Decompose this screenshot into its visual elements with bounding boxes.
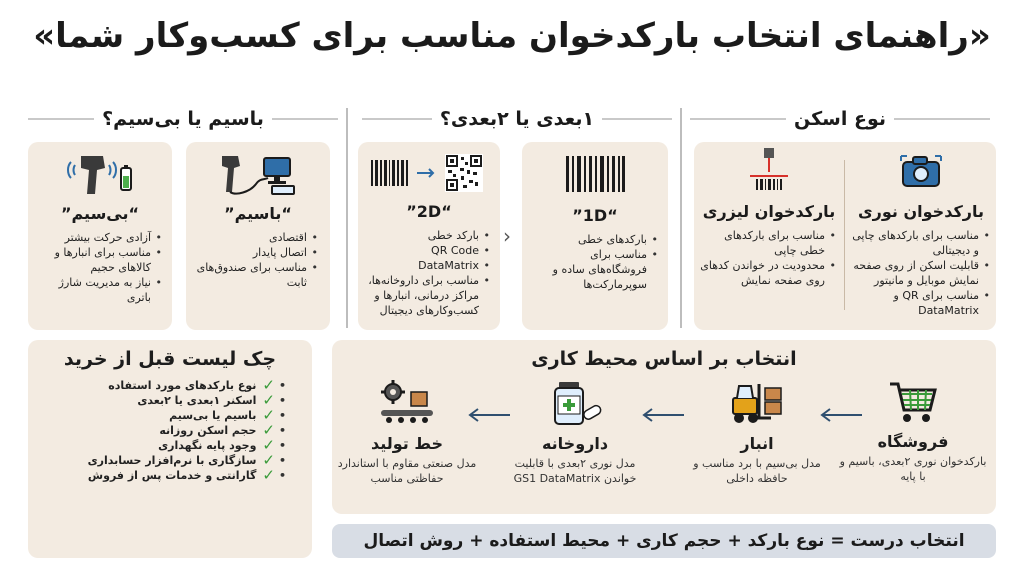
env-item-desc: بارکدخوان نوری ۲بعدی، باسیم و با پایه (839, 455, 987, 483)
env-item-pharmacy (500, 380, 650, 486)
section-divider (680, 108, 682, 328)
feature-item: • QR Code (364, 243, 490, 258)
laser-scanner-features (700, 228, 836, 288)
feature-item: • مناسب برای صندوق‌های ثابت (194, 260, 318, 290)
scan-type-card (694, 142, 996, 330)
barcode-icon (564, 156, 626, 192)
feature-item: • مناسب برای انبارها و کالاهای حجیم (34, 245, 162, 275)
medicine-icon (547, 380, 603, 426)
section-heading-connection: باسیم یا بی‌سیم؟ (28, 108, 338, 130)
wireless-title: “بی‌سیم” (60, 204, 140, 223)
env-item-name: فروشگاه (877, 432, 949, 451)
env-item-warehouse (682, 380, 832, 486)
wireless-features (34, 230, 162, 305)
feature-item: • آزادی حرکت بیشتر (34, 230, 162, 245)
check-icon: • ✓ (262, 466, 275, 484)
card-divider (844, 160, 845, 310)
feature-item: • اتصال پایدار (194, 245, 318, 260)
forklift-icon (729, 380, 785, 426)
feature-item: • مناسب برای فروشگاه‌های ساده و سوپرمارکت‌ها (530, 247, 658, 292)
checklist-item: • ✓ باسیم یا بی‌سیم (46, 408, 286, 423)
wireless-card (28, 142, 172, 330)
env-item-desc: مدل صنعتی مقاوم با استاندارد حفاظتی مناسب (337, 457, 477, 485)
wired-title: “باسیم” (224, 204, 292, 223)
optical-scanner-panel (846, 142, 996, 330)
chevron-left-icon: ‹ (503, 224, 511, 248)
shopping-cart-icon (888, 380, 938, 424)
checklist-item: • ✓ وجود پایه نگهداری (46, 438, 286, 453)
wireless-scanner-icon (65, 150, 135, 196)
camera-icon (899, 152, 943, 192)
check-icon: • ✓ (262, 451, 275, 469)
laser-scanner-title: بارکدخوان لیزری (702, 202, 836, 221)
feature-item: • نیاز به مدیریت شارژ باتری (34, 275, 162, 305)
env-item-production-line (332, 380, 482, 486)
feature-item: • مناسب برای داروخانه‌ها، مراکز درمانی، انبارها و کسب‌وکارهای دیجیتال (364, 273, 490, 318)
check-icon: • ✓ (262, 391, 275, 409)
optical-scanner-title: بارکدخوان نوری (858, 202, 984, 221)
checklist-item: • ✓ گارانتی و خدمات پس از فروش (46, 468, 286, 483)
wired-card (186, 142, 330, 330)
env-item-desc: مدل نوری ۲بعدی با قابلیت خواندن GS1 DataMatrix (513, 457, 637, 485)
check-icon: • ✓ (262, 406, 275, 424)
feature-item: • بارکد خطی (364, 228, 490, 243)
feature-item: • بارکدهای خطی (530, 232, 658, 247)
one-d-features (530, 232, 658, 292)
feature-item: • محدودیت در خواندن کدهای روی صفحه نمایش (700, 258, 836, 288)
section-heading-dimension: ۱بعدی یا ۲بعدی؟ (362, 108, 672, 130)
optical-scanner-features (850, 228, 990, 318)
page-title: «راهنمای انتخاب بارکدخوان مناسب برای کسب‌وکار شما» (33, 16, 991, 56)
checklist-item: • ✓ اسکنر ۱بعدی یا ۲بعدی (46, 393, 286, 408)
environment-card (332, 340, 996, 514)
env-item-desc: مدل بی‌سیم با برد مناسب و حافظه داخلی (693, 457, 821, 485)
checklist (46, 378, 286, 483)
two-d-features (364, 228, 490, 318)
one-d-card (522, 142, 668, 330)
wired-features (194, 230, 318, 290)
two-d-card (358, 142, 500, 330)
one-d-title: “1D” (572, 206, 618, 225)
environment-title: انتخاب بر اساس محیط کاری (531, 348, 797, 370)
check-icon: • ✓ (262, 376, 275, 394)
laser-icon (746, 148, 792, 192)
feature-item: • مناسب برای QR و DataMatrix (850, 288, 990, 318)
checklist-item: • ✓ نوع بارکدهای مورد استفاده (46, 378, 286, 393)
wired-scanner-icon (216, 152, 300, 196)
two-d-title: “2D” (406, 202, 452, 221)
check-icon: • ✓ (262, 436, 275, 454)
feature-item: • اقتصادی (194, 230, 318, 245)
feature-item: • DataMatrix (364, 258, 490, 273)
env-item-name: خط تولید (370, 434, 444, 453)
qr-code-icon (369, 152, 489, 194)
checklist-item: • ✓ حجم اسکن روزانه (46, 423, 286, 438)
checklist-card (28, 340, 312, 558)
section-heading-scan-type: نوع اسکن (690, 108, 990, 130)
checklist-title: چک لیست قبل از خرید (63, 348, 277, 370)
checklist-item: • ✓ سازگاری با نرم‌افزار حسابداری (46, 453, 286, 468)
section-divider (346, 108, 348, 328)
formula-bar: انتخاب درست = نوع بارکد + حجم کاری + محیط استفاده + روش اتصال (332, 524, 996, 558)
env-item-name: داروخانه (541, 434, 609, 453)
feature-item: • مناسب برای بارکدهای خطی چاپی (700, 228, 836, 258)
production-line-icon (377, 380, 437, 426)
feature-item: • مناسب برای بارکدهای چاپی و دیجیتالی (850, 228, 990, 258)
check-icon: • ✓ (262, 421, 275, 439)
laser-scanner-panel (694, 142, 844, 330)
env-item-store (838, 380, 988, 484)
env-item-name: انبار (740, 434, 774, 453)
feature-item: • قابلیت اسکن از روی صفحه نمایش موبایل و مانیتور (850, 258, 990, 288)
